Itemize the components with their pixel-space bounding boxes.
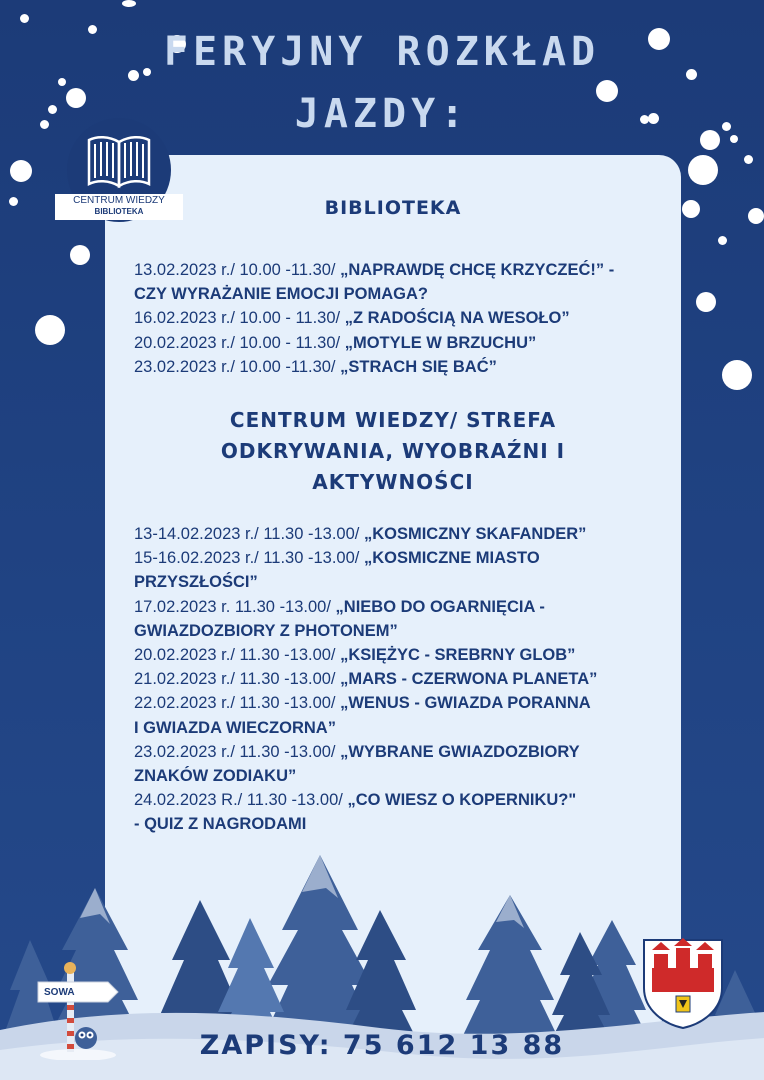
schedule-line <box>134 667 674 691</box>
schedule-date: 15-16.02.2023 r./ 11.30 -13.00/ <box>134 549 364 568</box>
schedule-line <box>134 764 674 788</box>
schedule-date: 16.02.2023 r./ 10.00 - 11.30/ <box>134 309 345 328</box>
schedule-line <box>134 258 674 282</box>
schedule-line <box>134 282 674 306</box>
schedule-title: „KSIĘŻYC - SREBRNY GLOB” <box>340 646 576 665</box>
schedule-title: I GWIAZDA WIECZORNA” <box>134 718 336 737</box>
section-centrum-list <box>134 522 674 837</box>
schedule-title: „KOSMICZNE MIASTO <box>363 549 540 568</box>
schedule-date: 24.02.2023 R./ 11.30 -13.00/ <box>134 791 348 810</box>
schedule-line <box>134 716 674 740</box>
schedule-line <box>134 643 674 667</box>
logo-sub: BIBLIOTEKA <box>94 207 144 216</box>
schedule-line <box>134 522 674 546</box>
sowa-sign-label: SOWA <box>44 987 75 998</box>
schedule-title: „WYBRANE GWIAZDOZBIORY <box>340 742 580 761</box>
coat-of-arms-icon <box>642 938 724 1030</box>
schedule-title: „NIEBO DO OGARNIĘCIA - <box>335 597 545 616</box>
open-book-icon <box>85 128 153 190</box>
schedule-line <box>134 619 674 643</box>
schedule-title: ZNAKÓW ZODIAKU” <box>134 767 297 786</box>
schedule-line <box>134 740 674 764</box>
schedule-title: „MARS - CZERWONA PLANETA” <box>340 670 598 689</box>
schedule-title: „STRACH SIĘ BAĆ” <box>340 357 497 376</box>
title-line-2: JAZDY: <box>294 91 470 137</box>
centrum-heading-line-1: CENTRUM WIEDZY/ STREFA <box>229 408 557 432</box>
schedule-date: 23.02.2023 r./ 11.30 -13.00/ <box>134 742 341 761</box>
schedule-title: - QUIZ Z NAGRODAMI <box>134 815 307 834</box>
schedule-line <box>134 812 674 836</box>
schedule-title: PRZYSZŁOŚCI” <box>134 573 258 592</box>
schedule-date: 20.02.2023 r./ 10.00 - 11.30/ <box>134 333 345 352</box>
schedule-date: 20.02.2023 r./ 11.30 -13.00/ <box>134 646 341 665</box>
schedule-date: 21.02.2023 r./ 11.30 -13.00/ <box>134 670 341 689</box>
schedule-line <box>134 788 674 812</box>
schedule-title: „MOTYLE W BRZUCHU” <box>344 333 537 352</box>
centrum-heading-line-3: AKTYWNOŚCI <box>312 470 474 494</box>
section-biblioteka-heading: BIBLIOTEKA <box>324 197 462 219</box>
schedule-title: CZY WYRAŻANIE EMOCJI POMAGA? <box>134 285 428 304</box>
schedule-line <box>134 546 674 570</box>
schedule-line <box>134 570 674 594</box>
schedule-date: 17.02.2023 r. 11.30 -13.00/ <box>134 597 336 616</box>
section-biblioteka-list <box>134 258 674 379</box>
schedule-line <box>134 331 674 355</box>
schedule-line <box>134 306 674 330</box>
logo-name: CENTRUM WIEDZY <box>73 195 165 206</box>
section-centrum-heading <box>105 405 681 498</box>
schedule-title: „CO WIESZ O KOPERNIKU?" <box>347 791 577 810</box>
schedule-line <box>134 595 674 619</box>
schedule-date: 22.02.2023 r./ 11.30 -13.00/ <box>134 694 341 713</box>
schedule-title: „WENUS - GWIAZDA PORANNA <box>340 694 591 713</box>
schedule-date: 13-14.02.2023 r./ 11.30 -13.00/ <box>134 525 364 543</box>
schedule-title: „NAPRAWDĘ CHCĘ KRZYCZEĆ!” - <box>340 261 615 279</box>
centrum-heading-line-2: ODKRYWANIA, WYOBRAŹNI I <box>220 439 566 463</box>
schedule-line <box>134 355 674 379</box>
phone-signup: ZAPISY: 75 612 13 88 <box>199 1030 565 1061</box>
schedule-date: 13.02.2023 r./ 10.00 -11.30/ <box>134 261 341 279</box>
schedule-title: „KOSMICZNY SKAFANDER” <box>363 525 587 543</box>
schedule-line <box>134 691 674 715</box>
town-crest <box>642 938 724 1030</box>
schedule-title: „Z RADOŚCIĄ NA WESOŁO” <box>344 309 570 328</box>
schedule-date: 23.02.2023 r./ 10.00 -11.30/ <box>134 357 341 376</box>
schedule-title: GWIAZDOZBIORY Z PHOTONEM” <box>134 621 398 640</box>
title-line-1: FERYJNY ROZKŁAD <box>163 29 601 75</box>
